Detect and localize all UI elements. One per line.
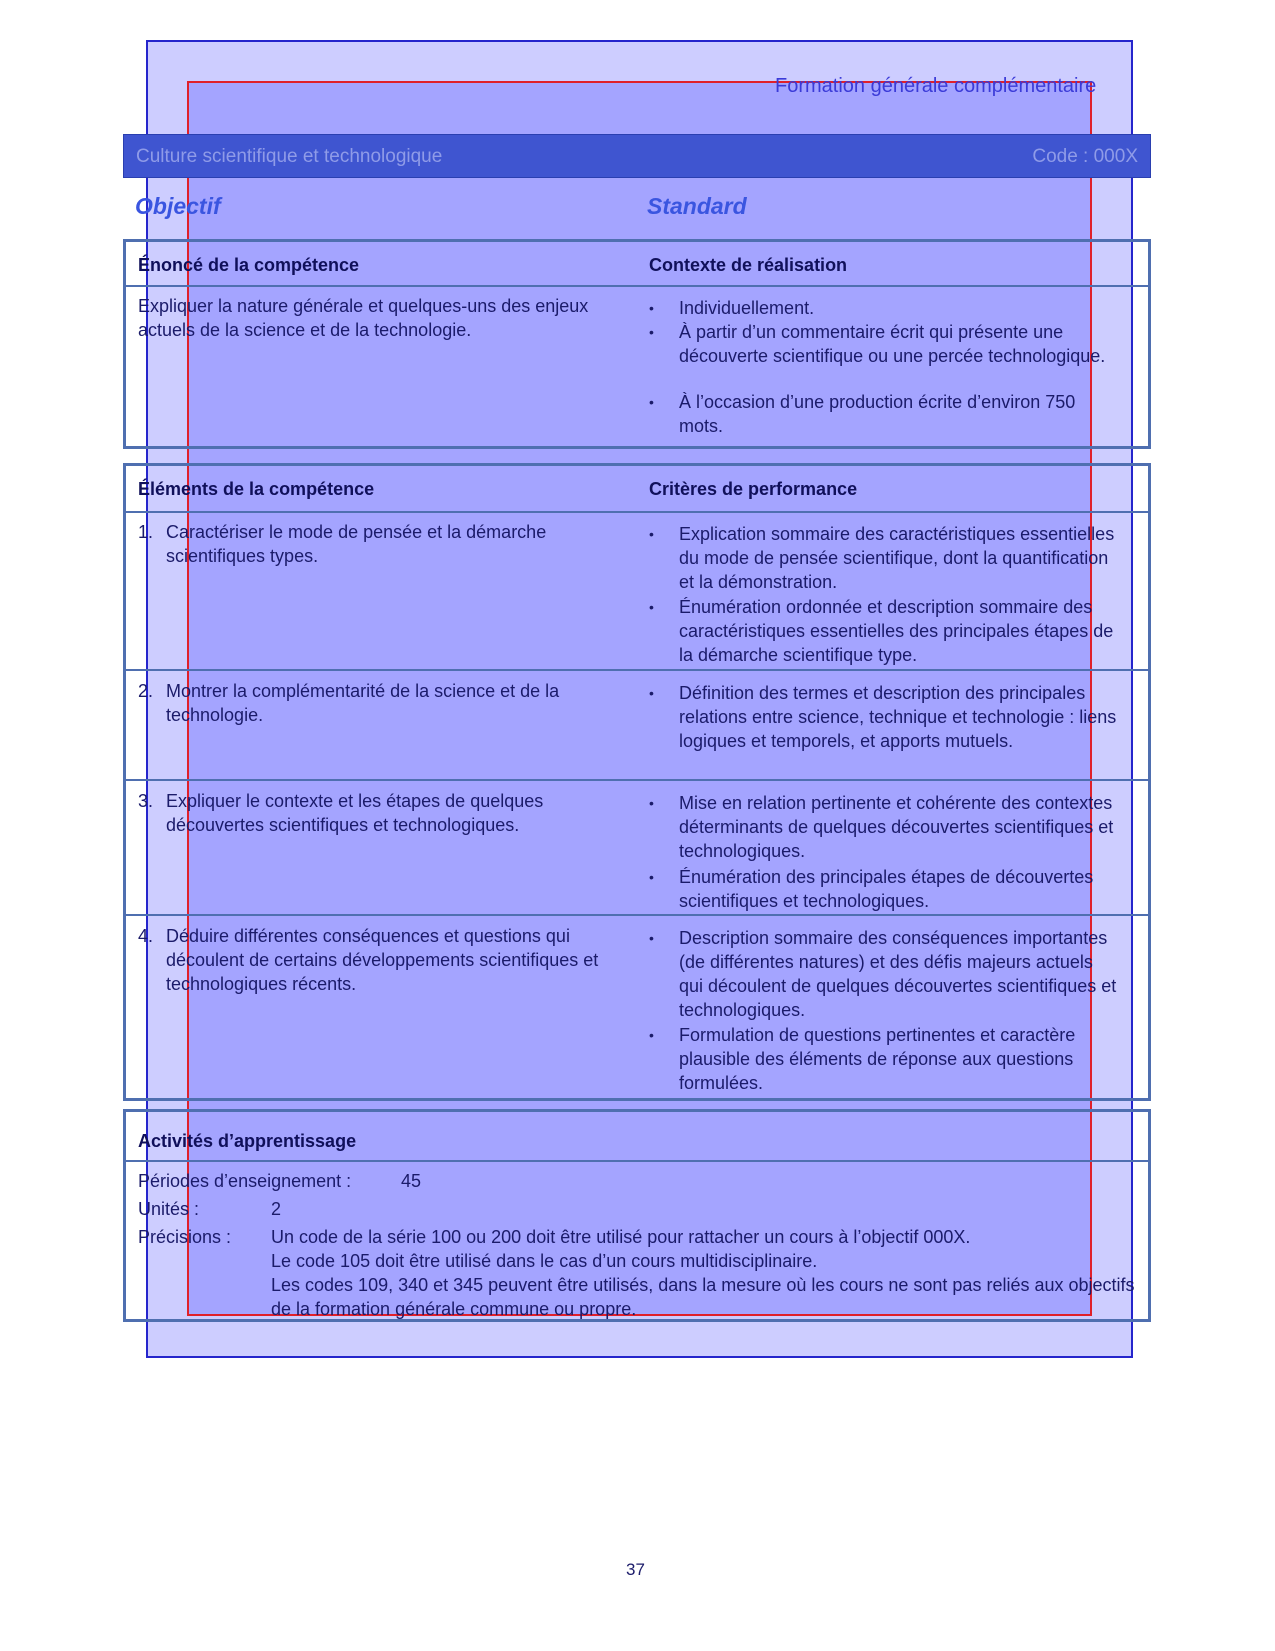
bullet-icon: • — [649, 324, 654, 340]
divider — [126, 285, 1148, 287]
divider — [126, 1160, 1148, 1162]
elements-header: Éléments de la compétence — [138, 479, 375, 499]
divider — [126, 511, 1148, 513]
page-number: 37 — [626, 1560, 645, 1579]
bullet-icon: • — [649, 930, 654, 946]
criterion: Énumération ordonnée et description sommaire des caractéristiques essentielles des principales étapes de la démarche scientifique type. — [679, 597, 1114, 665]
context-item: À partir d’un commentaire écrit qui présente une découverte scientifique ou une percée technologique. — [679, 322, 1106, 366]
bullet-icon: • — [649, 394, 654, 410]
context-item: Individuellement. — [679, 298, 815, 318]
bullet-icon: • — [649, 300, 654, 316]
units-value: 2 — [271, 1199, 282, 1219]
element-text: Caractériser le mode de pensée et la démarche scientifiques types. — [166, 522, 547, 566]
course-code: Code : 000X — [1032, 146, 1138, 167]
bullet-icon: • — [649, 599, 654, 615]
precision-line: Le code 105 doit être utilisé dans le cas d’un cours multidisciplinaire. — [271, 1251, 818, 1271]
bullet-icon: • — [649, 685, 654, 701]
periods-label: Périodes d’enseignement : — [138, 1171, 352, 1191]
element-number: 2. — [138, 681, 154, 701]
divider — [126, 779, 1148, 781]
criterion: Explication sommaire des caractéristiques essentielles du mode de pensée scientifique, dont la quantification et la démonstration. — [679, 524, 1115, 592]
element-text: Déduire différentes conséquences et questions qui découlent de certains développements scientifiques et technologiques récents. — [166, 926, 599, 994]
bullet-icon: • — [649, 1027, 654, 1043]
periods-value: 45 — [401, 1171, 422, 1191]
divider — [126, 914, 1148, 916]
elements-box — [123, 463, 1151, 1101]
criterion: Mise en relation pertinente et cohérente des contextes déterminants de quelques découvertes scientifiques et technologiques. — [679, 793, 1114, 861]
precision-line: Les codes 109, 340 et 345 peuvent être utilisés, dans la mesure où les cours ne sont pas reliés aux objectifs de la formation générale commune ou propre. — [271, 1275, 1135, 1319]
title-band — [123, 134, 1151, 178]
precision-line: Un code de la série 100 ou 200 doit être utilisé pour rattacher un cours à l’objectif 000X. — [271, 1227, 971, 1247]
context-header: Contexte de réalisation — [649, 255, 848, 275]
criterion: Énumération des principales étapes de découvertes scientifiques et technologiques. — [679, 867, 1094, 911]
criterion: Formulation de questions pertinentes et caractère plausible des éléments de réponse aux questions formulées. — [679, 1025, 1076, 1093]
element-number: 1. — [138, 522, 154, 542]
element-number: 3. — [138, 791, 154, 811]
objective-header: Objectif — [135, 193, 221, 219]
running-head: Formation générale complémentaire — [775, 75, 1097, 97]
standard-header: Standard — [647, 193, 747, 219]
units-label: Unités : — [138, 1199, 200, 1219]
criteria-header: Critères de performance — [649, 479, 858, 499]
context-item: À l’occasion d’une production écrite d’environ 750 mots. — [679, 392, 1076, 436]
criterion: Définition des termes et description des principales relations entre science, technique et technologie : liens logiques et temporels, et apports mutuels. — [679, 683, 1117, 751]
element-number: 4. — [138, 926, 154, 946]
divider — [126, 669, 1148, 671]
competence-statement: Expliquer la nature générale et quelques-uns des enjeux actuels de la science et de la technologie. — [138, 296, 589, 340]
course-title: Culture scientifique et technologique — [136, 146, 443, 167]
activities-header: Activités d’apprentissage — [138, 1131, 357, 1151]
competence-statement-header: Énoncé de la compétence — [138, 255, 360, 275]
competence-box — [123, 239, 1151, 449]
bullet-icon: • — [649, 869, 654, 885]
bullet-icon: • — [649, 795, 654, 811]
criterion: Description sommaire des conséquences importantes (de différentes natures) et des défis majeurs actuels qui découlent de quelques découvertes scientifiques et technologiques. — [679, 928, 1117, 1020]
element-text: Expliquer le contexte et les étapes de quelques découvertes scientifiques et technologiques. — [166, 791, 544, 835]
activities-box — [123, 1109, 1151, 1322]
element-text: Montrer la complémentarité de la science et de la technologie. — [166, 681, 560, 725]
bullet-icon: • — [649, 526, 654, 542]
precisions-label: Précisions : — [138, 1227, 232, 1247]
